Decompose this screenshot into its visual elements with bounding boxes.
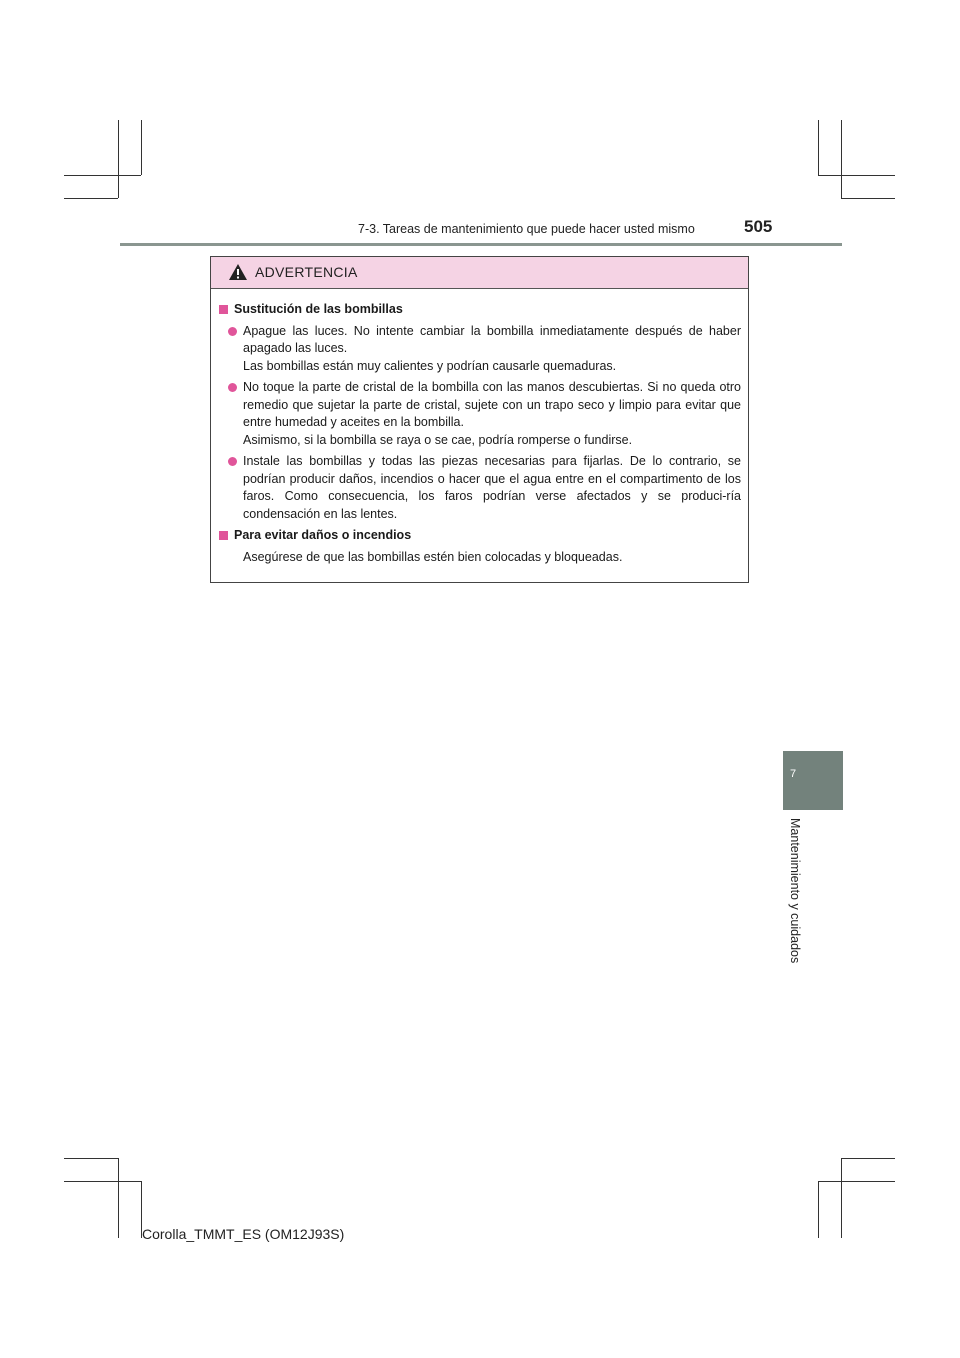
crop-mark [64, 1158, 118, 1159]
section-title: 7-3. Tareas de mantenimiento que puede hacer usted mismo [358, 222, 695, 236]
square-bullet-icon [219, 531, 228, 540]
crop-mark [141, 120, 142, 175]
document-id: Corolla_TMMT_ES (OM12J93S) [142, 1226, 345, 1242]
section-heading [218, 301, 741, 319]
list-item [218, 379, 741, 449]
square-bullet-icon [219, 305, 228, 314]
list-item [218, 323, 741, 376]
section-heading-text: Para evitar daños o incendios [234, 528, 412, 542]
section-heading-text: Sustitución de las bombillas [234, 302, 403, 316]
crop-mark [64, 1181, 141, 1182]
warning-box [210, 256, 749, 583]
crop-mark [841, 1158, 842, 1238]
item-paragraph: No toque la parte de cristal de la bombilla con las manos descubiertas. Si no queda otro remedio que sujetar la parte de cristal, sujete con un trapo seco y limpio para evitar que entre humedad y aceites en la bombilla. [243, 380, 741, 429]
crop-mark [818, 175, 895, 176]
warning-title: ADVERTENCIA [255, 264, 358, 280]
round-bullet-icon [228, 327, 237, 336]
header-rule [120, 243, 842, 246]
chapter-number: 7 [790, 768, 797, 780]
item-paragraph: Instale las bombillas y todas las piezas necesarias para fijarlas. De lo contrario, se podrían producir daños, incendios o hacer que el agua entre en el compartimento de los faros. Como consecuencia, los faros podrían verse afectados y se produci-ría condensación en las lentes. [243, 454, 741, 521]
crop-mark [841, 120, 842, 198]
crop-mark [118, 120, 119, 198]
page-number: 505 [744, 217, 773, 236]
crop-mark [841, 198, 895, 199]
item-paragraph: Asimismo, si la bombilla se raya o se cae, podría romperse o fundirse. [243, 432, 633, 447]
crop-mark [118, 1158, 119, 1238]
item-paragraph: Las bombillas están muy calientes y podrían causarle quemaduras. [243, 358, 617, 373]
chapter-label: Mantenimiento y cuidados [788, 818, 802, 964]
crop-mark [818, 120, 819, 175]
crop-mark [64, 175, 141, 176]
warning-triangle-icon [228, 263, 248, 281]
section-text: Asegúrese de que las bombillas estén bien colocadas y bloqueadas. [243, 549, 623, 564]
crop-mark [841, 1158, 895, 1159]
crop-mark [818, 1181, 819, 1238]
crop-mark [818, 1181, 895, 1182]
section-heading [218, 527, 741, 545]
crop-mark [64, 198, 118, 199]
list-item [218, 453, 741, 523]
warning-body [211, 289, 748, 566]
warning-header [211, 257, 748, 289]
chapter-tab [783, 751, 843, 810]
round-bullet-icon [228, 457, 237, 466]
round-bullet-icon [228, 383, 237, 392]
item-paragraph: Apague las luces. No intente cambiar la bombilla inmediatamente después de haber apagado las luces. [243, 323, 741, 355]
